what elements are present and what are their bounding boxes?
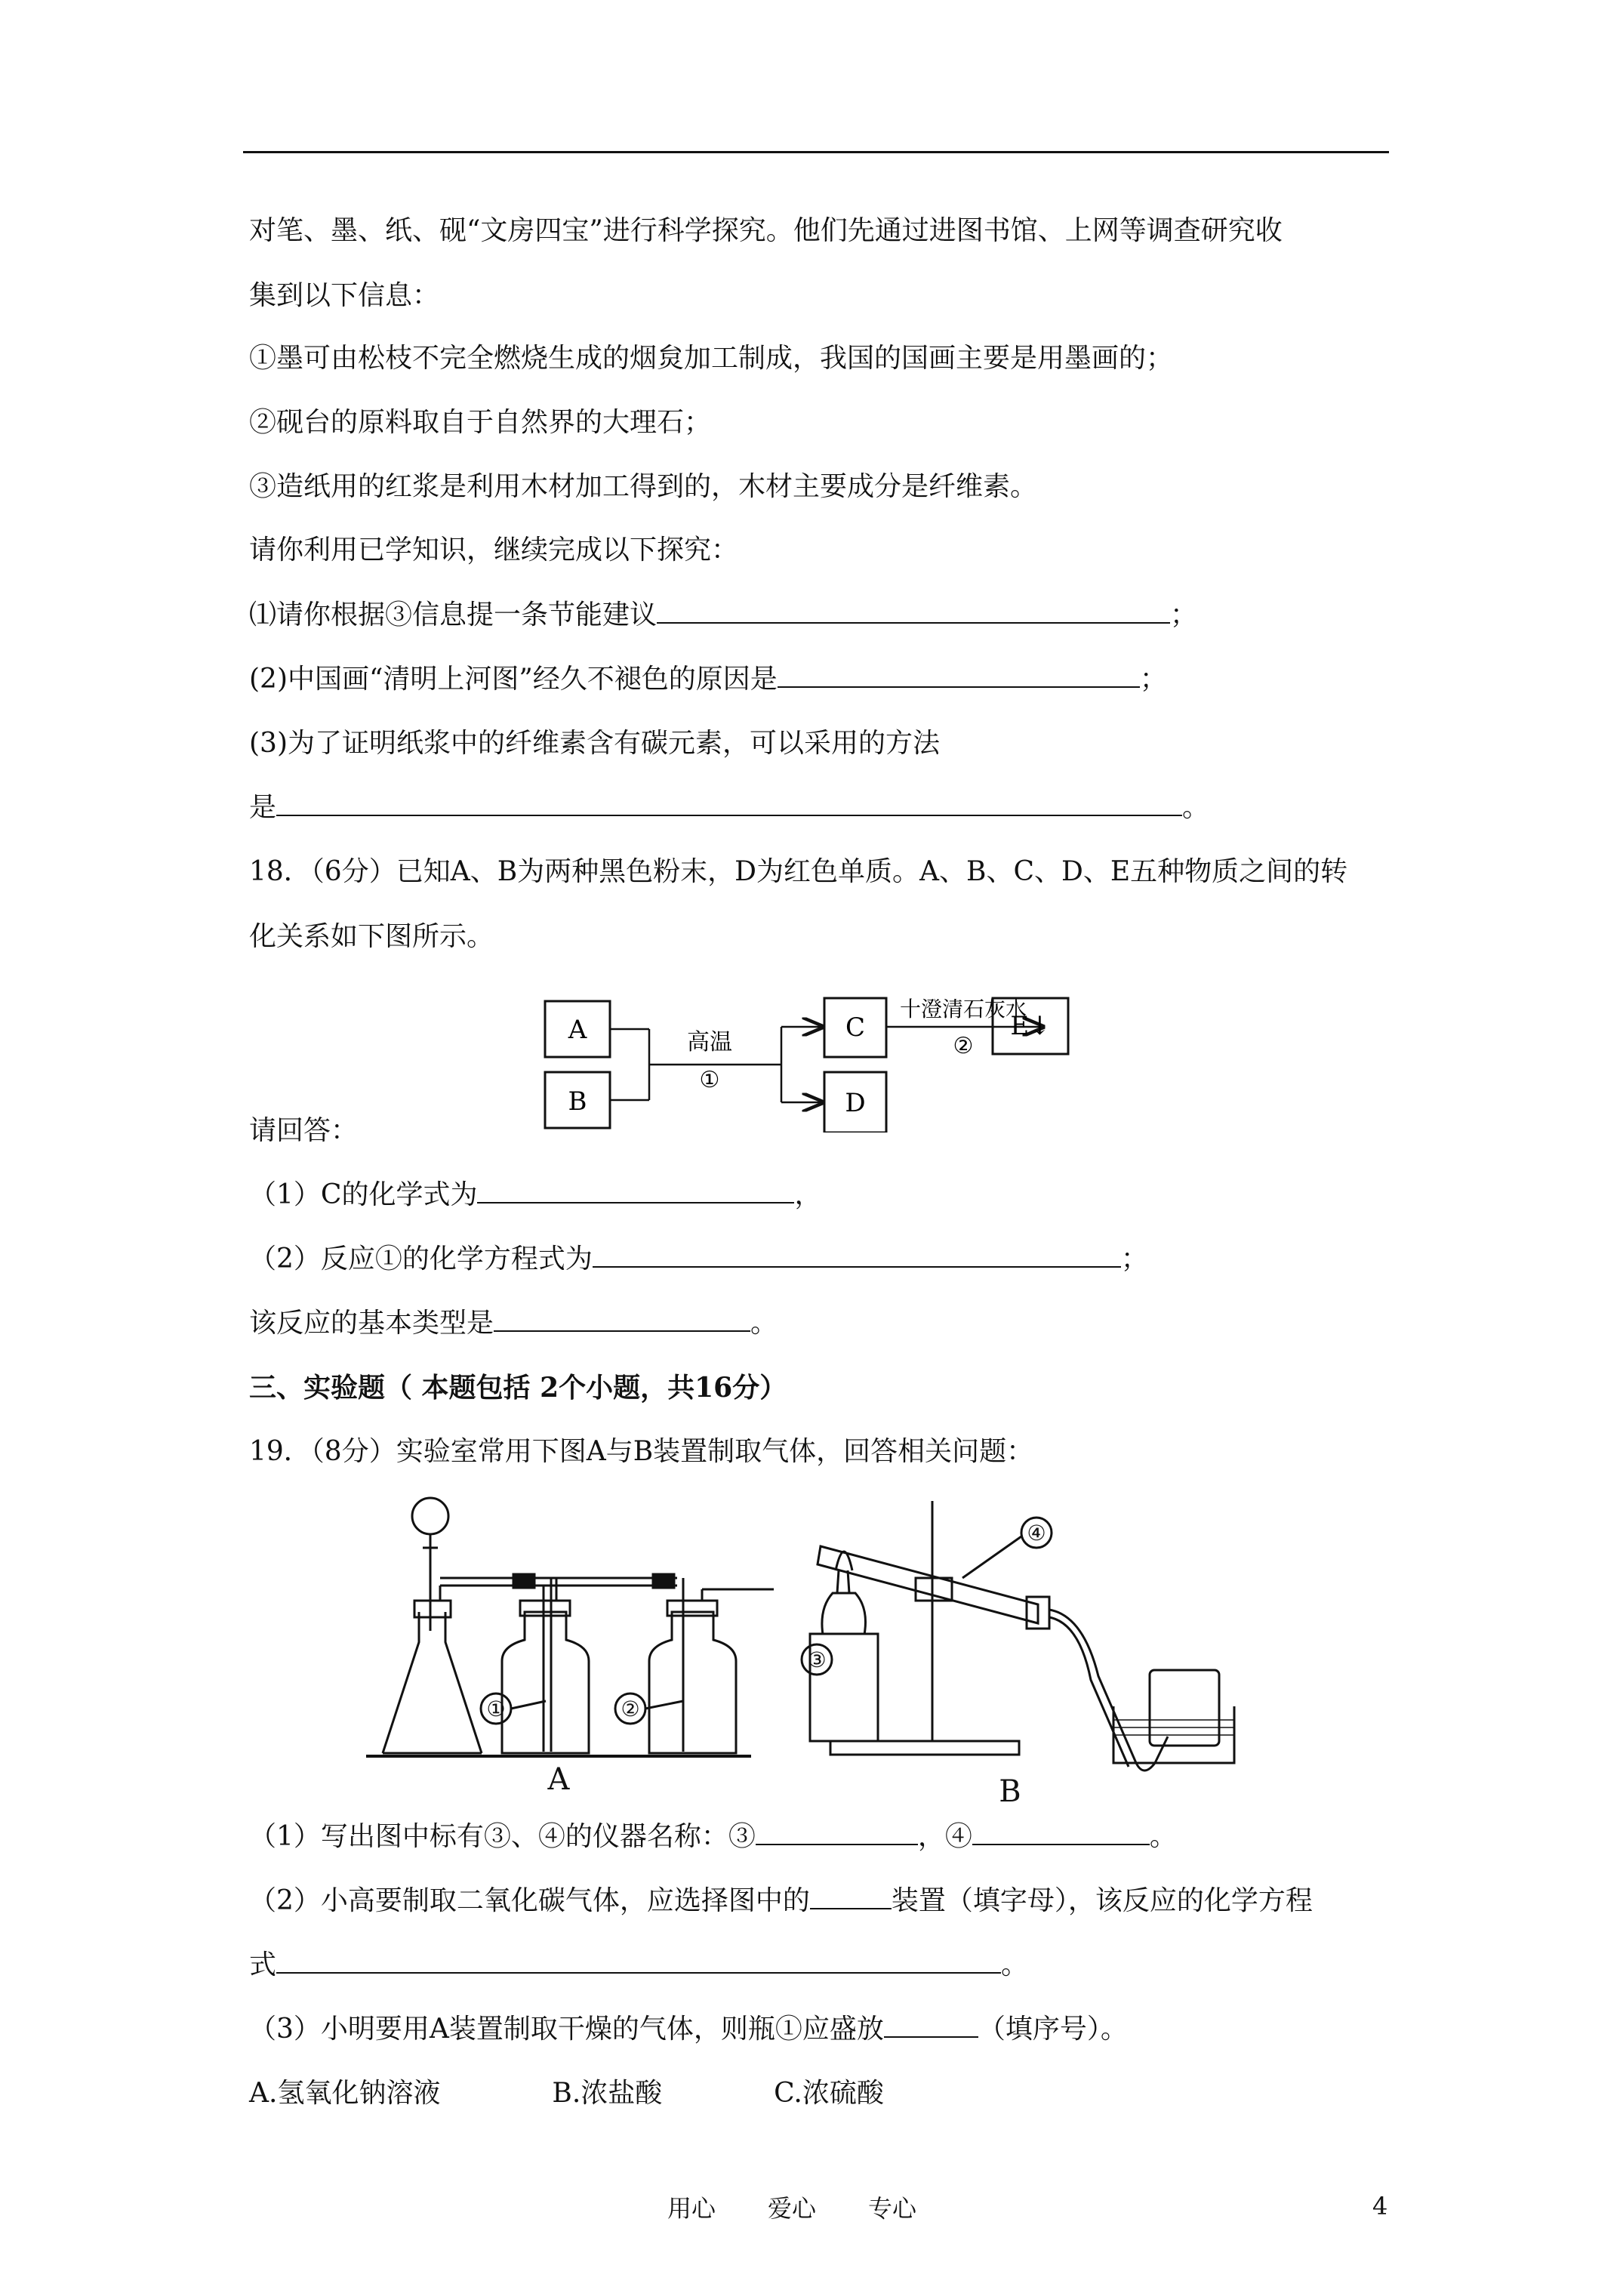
info-item-2: ②砚台的原料取自于自然界的大理石；	[249, 407, 712, 438]
option-a: A.氢氧化钠溶液	[249, 2078, 441, 2109]
options-row	[249, 2076, 884, 2111]
reaction-number-1: ①	[699, 1067, 720, 1093]
footer-text-2: 爱心	[768, 2194, 817, 2223]
gas-washing-bottle-2	[649, 1612, 736, 1753]
question-19-1	[249, 1820, 1177, 1854]
answer-blank[interactable]	[477, 1178, 794, 1203]
page-number: 4	[1372, 2192, 1388, 2220]
option-b: B.浓盐酸	[552, 2078, 663, 2109]
answer-blank[interactable]	[593, 1242, 1121, 1268]
label-apparatus-a: A	[547, 1762, 570, 1797]
label-a: A	[568, 1015, 587, 1045]
answer-blank[interactable]	[657, 598, 1170, 624]
question-19: 19．（8分）实验室常用下图A与B装置制取气体，回答相关问题：	[249, 1436, 1034, 1467]
question-17-2	[249, 662, 1167, 697]
question-19-3	[249, 2012, 1128, 2047]
tube-clamp	[916, 1578, 952, 1601]
info-item-3: ③造纸用的红浆是利用木材加工得到的，木材主要成分是纤维素。	[249, 471, 1038, 502]
punctuation: ；	[1139, 664, 1167, 695]
question-text: （填序号）。	[978, 2014, 1128, 2045]
condition-limewater: 十澄清石灰水	[899, 997, 1027, 1022]
punctuation: 。	[750, 1308, 778, 1339]
question-19-2	[249, 1884, 1313, 1918]
question-text: 是	[249, 792, 277, 823]
reaction-flow-diagram	[528, 989, 1072, 1133]
info-item-1: ①墨可由松枝不完全燃烧生成的烟炱加工制成，我国的国画主要是用墨画的；	[249, 343, 1174, 374]
prompt-text: 请你利用已学知识，继续完成以下探究：	[249, 535, 739, 566]
separatory-funnel-bulb	[412, 1498, 448, 1534]
label-b: B	[568, 1086, 587, 1117]
answer-blank[interactable]	[494, 1306, 750, 1332]
footer-text-1: 用心	[667, 2194, 716, 2223]
label-3: ③	[807, 1647, 827, 1672]
answer-blank[interactable]	[778, 662, 1140, 688]
question-text: 该反应的基本类型是	[249, 1308, 494, 1339]
header-rule	[243, 151, 1389, 153]
stand-base	[830, 1741, 1019, 1755]
punctuation: 。	[1182, 792, 1210, 823]
question-text: （3）小明要用A装置制取干燥的气体，则瓶①应盛放	[249, 2014, 884, 2045]
question-18-3	[249, 1306, 778, 1341]
question-17-3-answer	[249, 791, 1209, 825]
question-18-line-2: 化关系如下图所示。	[249, 921, 494, 952]
question-text: 装置（填字母），该反应的化学方程	[891, 1885, 1313, 1916]
alcohol-lamp	[822, 1593, 866, 1635]
condition-high-temp: 高温	[687, 1029, 732, 1056]
question-18-1	[249, 1178, 821, 1213]
answer-blank[interactable]	[884, 2012, 978, 2038]
question-text: （1）写出图中标有③、④的仪器名称：③	[249, 1821, 756, 1852]
question-text: （2）反应①的化学方程式为	[249, 1244, 593, 1274]
label-e: E↓	[1010, 1011, 1051, 1041]
punctuation: 。	[1149, 1821, 1177, 1852]
punctuation: 。	[1001, 1949, 1029, 1980]
answer-blank[interactable]	[276, 1948, 1001, 1974]
question-text: （2）小高要制取二氧化碳气体，应选择图中的	[249, 1885, 810, 1916]
question-text: 式	[249, 1949, 277, 1980]
label-4: ④	[1027, 1521, 1046, 1546]
label-2: ②	[621, 1697, 640, 1721]
conical-flask	[383, 1612, 482, 1753]
question-17-1	[249, 598, 1197, 633]
punctuation: ；	[1120, 1244, 1148, 1274]
question-18-line-1: 18．（6分）已知A、B为两种黑色粉末，D为红色单质。A、B、C、D、E五种物质之间的转	[249, 856, 1348, 887]
answer-blank[interactable]	[756, 1820, 918, 1845]
lab-apparatus-figure	[366, 1480, 1242, 1812]
reaction-number-2: ②	[953, 1033, 974, 1059]
test-tube	[818, 1546, 1038, 1623]
paragraph-line: 对笔、墨、纸、砚“文房四宝”进行科学探究。他们先通过进图书馆、上网等调查研究收	[249, 215, 1283, 246]
label-d: D	[845, 1088, 866, 1118]
footer-text-3: 专心	[868, 2194, 917, 2223]
answer-blank[interactable]	[276, 791, 1182, 816]
section-heading: 三、实验题（ 本题包括 2个小题，共16分）	[249, 1372, 787, 1404]
question-18-2	[249, 1242, 1148, 1277]
option-c: C.浓硫酸	[774, 2078, 884, 2109]
question-text: （1）C的化学式为	[249, 1179, 478, 1210]
question-19-2-equation	[249, 1948, 1028, 1983]
question-text: ⑴请你根据③信息提一条节能建议	[249, 599, 658, 630]
question-text: ，④	[917, 1821, 972, 1852]
label-1: ①	[486, 1697, 506, 1721]
gas-washing-bottle-1	[502, 1612, 589, 1753]
answer-blank[interactable]	[810, 1884, 892, 1909]
answer-blank[interactable]	[972, 1820, 1150, 1845]
paragraph-line: 集到以下信息：	[249, 280, 440, 311]
question-17-3: (3)为了证明纸浆中的纤维素含有碳元素，可以采用的方法	[249, 728, 940, 759]
answer-prompt: 请回答：	[249, 1115, 359, 1146]
gas-collecting-bottle	[1150, 1670, 1219, 1746]
label-c: C	[845, 1012, 866, 1043]
punctuation: ，	[794, 1179, 822, 1210]
punctuation: ；	[1170, 599, 1198, 630]
label-apparatus-b: B	[999, 1774, 1021, 1809]
question-text: (2)中国画“清明上河图”经久不褪色的原因是	[249, 664, 778, 695]
